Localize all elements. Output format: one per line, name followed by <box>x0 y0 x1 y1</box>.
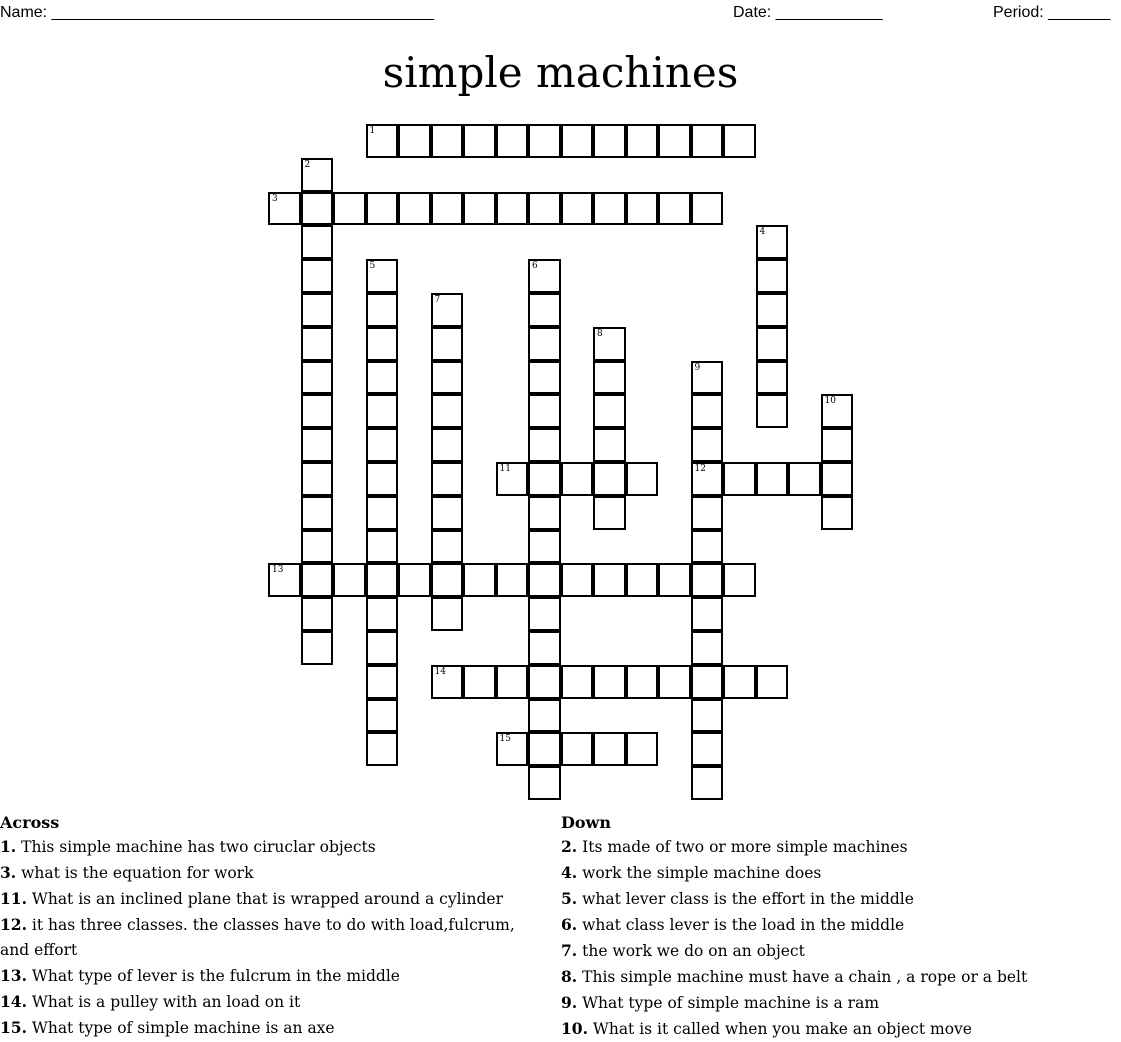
crossword-cell[interactable] <box>301 428 334 462</box>
crossword-cell[interactable] <box>366 530 399 564</box>
clue-number: 11 <box>499 464 511 474</box>
crossword-cell[interactable] <box>723 563 756 597</box>
clue-number: 3 <box>272 193 278 204</box>
crossword-cell[interactable] <box>528 428 561 462</box>
across-heading: Across <box>0 813 60 832</box>
crossword-cell[interactable] <box>626 563 659 597</box>
clue-down-6: 6. what class lever is the load in the middle <box>561 915 905 934</box>
crossword-cell[interactable] <box>431 665 464 699</box>
crossword-cell[interactable] <box>723 665 756 699</box>
crossword-cell[interactable] <box>301 259 334 293</box>
crossword-cell[interactable] <box>528 732 561 766</box>
crossword-cell[interactable] <box>431 394 464 428</box>
crossword-cell[interactable] <box>593 327 626 361</box>
crossword-cell[interactable] <box>756 225 789 259</box>
crossword-cell[interactable] <box>268 192 301 226</box>
crossword-cell[interactable] <box>626 732 659 766</box>
clue-down-9: 9. What type of simple machine is a ram <box>561 993 880 1012</box>
crossword-cell[interactable] <box>431 563 464 597</box>
crossword-cell[interactable] <box>528 259 561 293</box>
crossword-cell[interactable] <box>821 462 854 496</box>
crossword-cell[interactable] <box>528 563 561 597</box>
crossword-cell[interactable] <box>788 462 821 496</box>
crossword-cell[interactable] <box>691 665 724 699</box>
crossword-cell[interactable] <box>431 361 464 395</box>
crossword-cell[interactable] <box>496 665 529 699</box>
crossword-cell[interactable] <box>756 259 789 293</box>
crossword-cell[interactable] <box>528 192 561 226</box>
crossword-cell[interactable] <box>626 192 659 226</box>
crossword-cell[interactable] <box>528 496 561 530</box>
crossword-cell[interactable] <box>496 732 529 766</box>
crossword-cell[interactable] <box>658 665 691 699</box>
crossword-cell[interactable] <box>301 192 334 226</box>
crossword-cell[interactable] <box>593 732 626 766</box>
clue-number: 14 <box>434 666 446 677</box>
crossword-cell[interactable] <box>528 394 561 428</box>
clue-down-10: 10. What is it called when you make an object move <box>561 1019 972 1038</box>
clue-number: 10 <box>824 396 836 407</box>
crossword-cell[interactable] <box>333 563 366 597</box>
crossword-cell[interactable] <box>528 361 561 395</box>
crossword-cell[interactable] <box>756 462 789 496</box>
clue-number: 15 <box>499 734 511 745</box>
crossword-cell[interactable] <box>723 462 756 496</box>
crossword-cell[interactable] <box>593 124 626 158</box>
crossword-cell[interactable] <box>301 293 334 327</box>
crossword-cell[interactable] <box>301 631 334 665</box>
crossword-cell[interactable] <box>593 563 626 597</box>
crossword-cell[interactable] <box>723 124 756 158</box>
crossword-cell[interactable] <box>593 361 626 395</box>
crossword-cell[interactable] <box>431 530 464 564</box>
clue-number: 7 <box>434 295 441 305</box>
crossword-cell[interactable] <box>593 192 626 226</box>
crossword-cell[interactable] <box>691 597 724 631</box>
crossword-cell[interactable] <box>268 563 301 597</box>
crossword-cell[interactable] <box>691 631 724 665</box>
crossword-cell[interactable] <box>561 563 594 597</box>
crossword-cell[interactable] <box>528 631 561 665</box>
clue-number: 12 <box>694 464 706 474</box>
clue-across-14: 14. What is a pulley with an load on it <box>0 992 301 1011</box>
crossword-cell[interactable] <box>366 293 399 327</box>
crossword-cell[interactable] <box>366 428 399 462</box>
clue-number: 1 <box>369 126 376 136</box>
crossword-cell[interactable] <box>366 192 399 226</box>
crossword-cell[interactable] <box>561 124 594 158</box>
crossword-cell[interactable] <box>528 462 561 496</box>
crossword-cell[interactable] <box>366 259 399 293</box>
crossword-cell[interactable] <box>301 158 334 192</box>
crossword-cell[interactable] <box>528 327 561 361</box>
crossword-cell[interactable] <box>431 597 464 631</box>
crossword-cell[interactable] <box>431 124 464 158</box>
crossword-cell[interactable] <box>463 192 496 226</box>
crossword-cell[interactable] <box>366 327 399 361</box>
crossword-cell[interactable] <box>756 327 789 361</box>
crossword-cell[interactable] <box>528 293 561 327</box>
crossword-cell[interactable] <box>463 563 496 597</box>
crossword-cell[interactable] <box>398 563 431 597</box>
clue-number: 6 <box>532 261 538 272</box>
crossword-cell[interactable] <box>691 496 724 530</box>
clue-across-1: 1. This simple machine has two ciruclar objects <box>0 837 376 856</box>
crossword-cell[interactable] <box>691 530 724 564</box>
down-clues <box>561 812 1116 1042</box>
crossword-cell[interactable] <box>431 327 464 361</box>
crossword-cell[interactable] <box>301 361 334 395</box>
crossword-cell[interactable] <box>528 597 561 631</box>
clue-down-7: 7. the work we do on an object <box>561 941 805 960</box>
clue-number: 4 <box>759 227 766 238</box>
crossword-cell[interactable] <box>593 496 626 530</box>
crossword-cell[interactable] <box>691 428 724 462</box>
crossword-cell[interactable] <box>691 732 724 766</box>
crossword-cell[interactable] <box>821 394 854 428</box>
crossword-cell[interactable] <box>496 462 529 496</box>
clue-across-11: 11. What is an inclined plane that is wrapped around a cylinder <box>0 889 503 908</box>
crossword-cell[interactable] <box>366 631 399 665</box>
crossword-cell[interactable] <box>561 192 594 226</box>
crossword-cell[interactable] <box>496 124 529 158</box>
crossword-cell[interactable] <box>431 496 464 530</box>
crossword-cell[interactable] <box>593 394 626 428</box>
crossword-cell[interactable] <box>528 665 561 699</box>
crossword-cell[interactable] <box>301 327 334 361</box>
crossword-cell[interactable] <box>658 192 691 226</box>
crossword-cell[interactable] <box>528 124 561 158</box>
crossword-cell[interactable] <box>561 665 594 699</box>
crossword-cell[interactable] <box>366 361 399 395</box>
crossword-cell[interactable] <box>366 732 399 766</box>
clue-number: 8 <box>597 328 603 339</box>
crossword-cell[interactable] <box>691 766 724 800</box>
crossword-cell[interactable] <box>756 394 789 428</box>
crossword-cell[interactable] <box>301 530 334 564</box>
clue-number: 2 <box>304 159 311 170</box>
crossword-cell[interactable] <box>431 192 464 226</box>
date-field[interactable]: Date: ____________ <box>733 4 883 21</box>
crossword-cell[interactable] <box>561 732 594 766</box>
crossword-cell[interactable] <box>593 462 626 496</box>
page-title: simple machines <box>382 48 739 97</box>
name-field[interactable]: Name: ___________________________________________ <box>0 4 435 21</box>
clue-number: 9 <box>694 362 701 373</box>
crossword-cell[interactable] <box>301 462 334 496</box>
crossword-cell[interactable] <box>398 124 431 158</box>
crossword-cell[interactable] <box>528 699 561 733</box>
clue-across-13: 13. What type of lever is the fulcrum in the middle <box>0 966 400 985</box>
across-clues <box>0 812 540 1041</box>
crossword-cell[interactable] <box>691 361 724 395</box>
crossword-cell[interactable] <box>756 361 789 395</box>
clue-down-4: 4. work the simple machine does <box>561 863 822 882</box>
period-field[interactable]: Period: _______ <box>993 4 1111 21</box>
crossword-cell[interactable] <box>691 699 724 733</box>
crossword-cell[interactable] <box>366 462 399 496</box>
clue-down-8: 8. This simple machine must have a chain , a rope or a belt <box>561 967 1028 986</box>
crossword-cell[interactable] <box>691 462 724 496</box>
clue-number: 5 <box>369 261 376 272</box>
crossword-cell[interactable] <box>626 665 659 699</box>
crossword-cell[interactable] <box>593 428 626 462</box>
crossword-cell[interactable] <box>691 394 724 428</box>
crossword-cell[interactable] <box>496 192 529 226</box>
crossword-cell[interactable] <box>398 192 431 226</box>
crossword-cell[interactable] <box>366 665 399 699</box>
crossword-cell[interactable] <box>431 462 464 496</box>
crossword-cell[interactable] <box>301 563 334 597</box>
crossword-cell[interactable] <box>821 428 854 462</box>
crossword-cell[interactable] <box>463 665 496 699</box>
crossword-cell[interactable] <box>821 496 854 530</box>
clue-across-12: 12. it has three classes. the classes have to do with load,fulcrum, and effort <box>0 915 515 959</box>
crossword-cell[interactable] <box>691 192 724 226</box>
crossword-cell[interactable] <box>431 293 464 327</box>
crossword-cell[interactable] <box>366 394 399 428</box>
crossword-cell[interactable] <box>496 563 529 597</box>
crossword-cell[interactable] <box>658 124 691 158</box>
crossword-cell[interactable] <box>366 699 399 733</box>
crossword-cell[interactable] <box>626 124 659 158</box>
crossword-cell[interactable] <box>431 428 464 462</box>
crossword-cell[interactable] <box>691 563 724 597</box>
crossword-cell[interactable] <box>301 225 334 259</box>
crossword-cell[interactable] <box>691 124 724 158</box>
crossword-cell[interactable] <box>561 462 594 496</box>
crossword-cell[interactable] <box>366 496 399 530</box>
crossword-cell[interactable] <box>658 563 691 597</box>
clue-down-2: 2. Its made of two or more simple machines <box>561 837 908 856</box>
crossword-cell[interactable] <box>593 665 626 699</box>
crossword-cell[interactable] <box>366 563 399 597</box>
crossword-cell[interactable] <box>528 530 561 564</box>
crossword-cell[interactable] <box>301 597 334 631</box>
crossword-cell[interactable] <box>366 597 399 631</box>
clue-across-15: 15. What type of simple machine is an axe <box>0 1018 335 1037</box>
clue-number: 13 <box>272 565 284 576</box>
crossword-cell[interactable] <box>301 394 334 428</box>
clue-down-5: 5. what lever class is the effort in the middle <box>561 889 914 908</box>
crossword-cell[interactable] <box>333 192 366 226</box>
down-heading: Down <box>561 813 611 832</box>
clue-across-3: 3. what is the equation for work <box>0 863 254 882</box>
crossword-cell[interactable] <box>301 496 334 530</box>
crossword-cell[interactable] <box>366 124 399 158</box>
crossword-cell[interactable] <box>626 462 659 496</box>
crossword-cell[interactable] <box>528 766 561 800</box>
crossword-cell[interactable] <box>756 665 789 699</box>
crossword-cell[interactable] <box>756 293 789 327</box>
crossword-cell[interactable] <box>463 124 496 158</box>
